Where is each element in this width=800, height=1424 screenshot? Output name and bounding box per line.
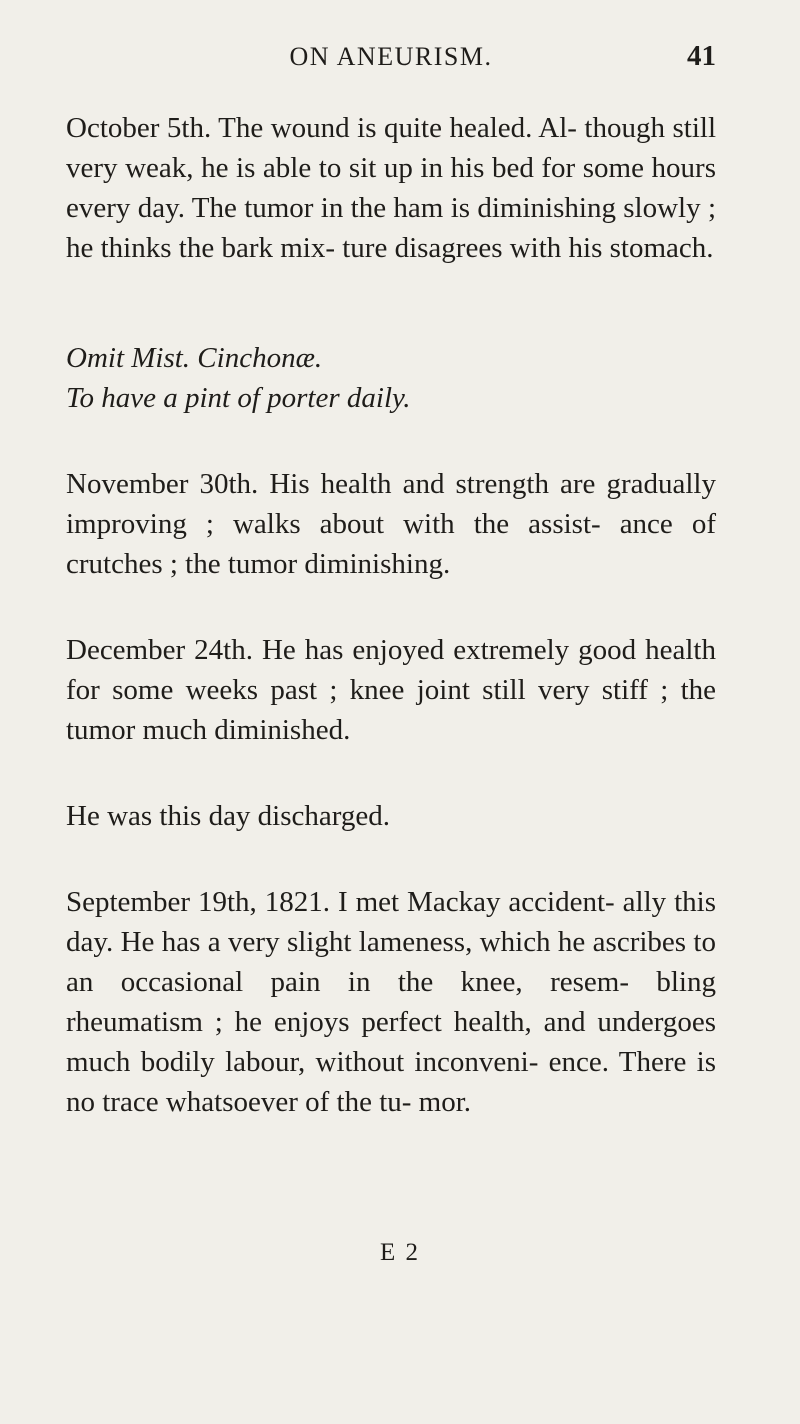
running-title: ON ANEURISM. [289, 42, 493, 71]
paragraph-november: November 30th. His health and strength are gradually improving ; walks about with the assist- ance of crutches ; the tumor diminishing. [66, 468, 716, 580]
paragraph-september: September 19th, 1821. I met Mackay accident- ally this day. He has a very slight lameness, which he ascribes to an occasional pain in the knee, resem- bling rheumatism ; he enjoys perfect health, and undergoes much bodily labour, without inconveni- ence. There is no trace whatsoever of the tu- mor. [66, 886, 716, 1118]
prescription-line-2: To have a pint of porter daily. [66, 382, 411, 414]
running-header [66, 42, 716, 82]
prescription-line-1: Omit Mist. Cinchonæ. [66, 342, 323, 374]
paragraph-december: December 24th. He has enjoyed extremely good health for some weeks past ; knee joint still very stiff ; the tumor much diminished. [66, 634, 716, 746]
page-number: 41 [687, 40, 716, 72]
paragraph-discharged: He was this day discharged. [66, 800, 391, 832]
signature-mark: E 2 [379, 1239, 421, 1266]
paragraph-october: October 5th. The wound is quite healed. Al- though still very weak, he is able to sit up in his bed for some hours every day. The tumor in the ham is diminishing slowly ; he thinks the bark mix- ture disagrees with his stomach. [66, 112, 716, 264]
